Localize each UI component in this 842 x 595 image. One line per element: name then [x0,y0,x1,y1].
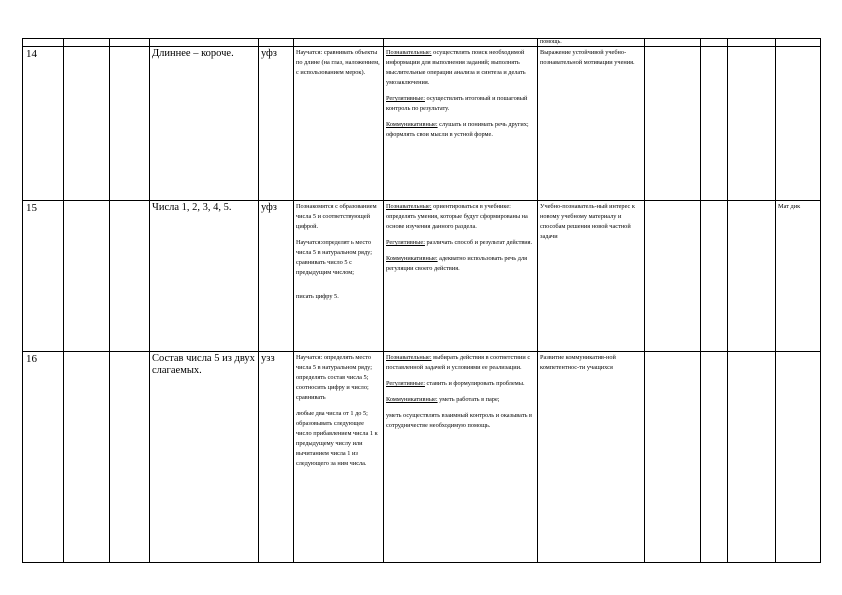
table-cell [384,39,538,47]
table-cell [294,39,384,47]
table-cell [64,201,110,352]
table-cell [64,39,110,47]
lesson-topic: Состав числа 5 из двух слагаемых. [150,352,259,563]
uud-cognitive-label: Познавательные: [386,354,432,361]
table-row-top-strip [23,39,821,47]
table-cell [701,39,728,47]
control-form: Мат дик [776,201,821,352]
uud-cognitive-label: Познавательные: [386,49,432,56]
lesson-number: 15 [23,201,64,352]
table-cell [701,47,728,201]
table-cell [776,39,821,47]
table-cell [728,47,776,201]
lesson-type: уфз [259,201,294,352]
uud-communicative-text: уметь осуществлять взаимный контроль и оказывать в сотрудничестве необходимую помощь. [386,412,532,429]
table-cell [23,39,64,47]
uud-regulative-label: Регулятивные: [386,380,425,387]
table-cell [645,352,701,563]
table-row-lesson-16 [23,352,821,563]
uud-communicative-label: Коммуникативные: [386,396,438,403]
uud-tail-text: помощь. [540,39,562,45]
personal-results: Развитие коммуникатив-ной компетентнос-ти учащихся [538,352,645,563]
lesson-number: 14 [23,47,64,201]
table-cell [259,39,294,47]
lesson-plan-table [22,38,821,563]
uud-cognitive-text: выбирать действия в соответствии с поставленной задачей и условиями ее реализации. [386,354,531,371]
uud-communicative-text: уметь работать в паре; [437,396,500,403]
subject-results [294,47,384,201]
lesson-topic: Числа 1, 2, 3, 4, 5. [150,201,259,352]
subject-text: любые два числа от 1 до 5; образовывать следующее число прибавлением числа 1 к предыдущему числу или вычитанием числа 1 из следующего за ним числа. [296,410,378,467]
uud-communicative-text: слушать и понимать речь других; оформлять свои мысли в устной форме. [386,121,529,138]
table-cell [701,352,728,563]
lesson-type: уфз [259,47,294,201]
uud-regulative-text: различать способ и результат действия. [424,239,533,246]
subject-text: Научатся:определят ь место числа 5 в натуральном ряду; сравнивать число 5 с предыдущим числом; [296,239,372,276]
subject-text: Научатся: сравнивать объекты по длине (на глаз, наложением, с использованием мерок). [296,49,380,76]
uud-regulative-label: Регулятивные: [386,95,425,102]
uud-cognitive-text: осуществлять поиск необходимой информации для выполнения заданий; выполнять мыслительные операции анализа и синтеза и делать умозаключения. [386,49,526,86]
personal-results: Учебно-познаватель-ный интерес к новому учебному материалу и способам решения новой частной задачи [538,201,645,352]
subject-text: Научатся: определять место числа 5 в натуральном ряду; определять состав числа 5; соотносить цифру и число; сравнивать [296,354,372,401]
table-cell [110,39,150,47]
table-cell [645,47,701,201]
table-cell [728,39,776,47]
subject-results [294,352,384,563]
subject-results [294,201,384,352]
lesson-type: узз [259,352,294,563]
uud-cognitive-text: ориентироваться в учебнике: определять умения, которые будут сформированы на основе изучения данного раздела. [386,203,528,230]
table-cell [728,352,776,563]
table-cell [150,39,259,47]
uud-results [384,352,538,563]
table-cell [728,201,776,352]
subject-text: Познакомятся с образованием числа 5 и соответствующей цифрой. [296,203,377,230]
uud-communicative-label: Коммуникативные: [386,255,438,262]
uud-communicative-text: адекватно использовать речь для регуляции своего действия. [386,255,527,272]
subject-text: писать цифру 5. [296,293,339,300]
table-cell [64,352,110,563]
uud-communicative-label: Коммуникативные: [386,121,438,128]
lesson-number: 16 [23,352,64,563]
uud-cognitive-label: Познавательные: [386,203,432,210]
uud-regulative-text: ставить и формулировать проблемы. [424,380,525,387]
table-cell [645,201,701,352]
uud-results [384,201,538,352]
table-cell [64,47,110,201]
uud-tail-cell [538,39,645,47]
uud-regulative-label: Регулятивные: [386,239,425,246]
table-row-lesson-14 [23,47,821,201]
table-cell [110,352,150,563]
table-cell [701,201,728,352]
table-cell [110,47,150,201]
lesson-topic: Длиннее – короче. [150,47,259,201]
table-cell [110,201,150,352]
table-row-lesson-15 [23,201,821,352]
table-cell [645,39,701,47]
uud-results [384,47,538,201]
control-form [776,47,821,201]
control-form [776,352,821,563]
uud-regulative-text: осуществлять итоговый и пошаговый контроль по результату. [386,95,528,112]
personal-results: Выражение устойчивой учебно-познавательной мотивации учения. [538,47,645,201]
